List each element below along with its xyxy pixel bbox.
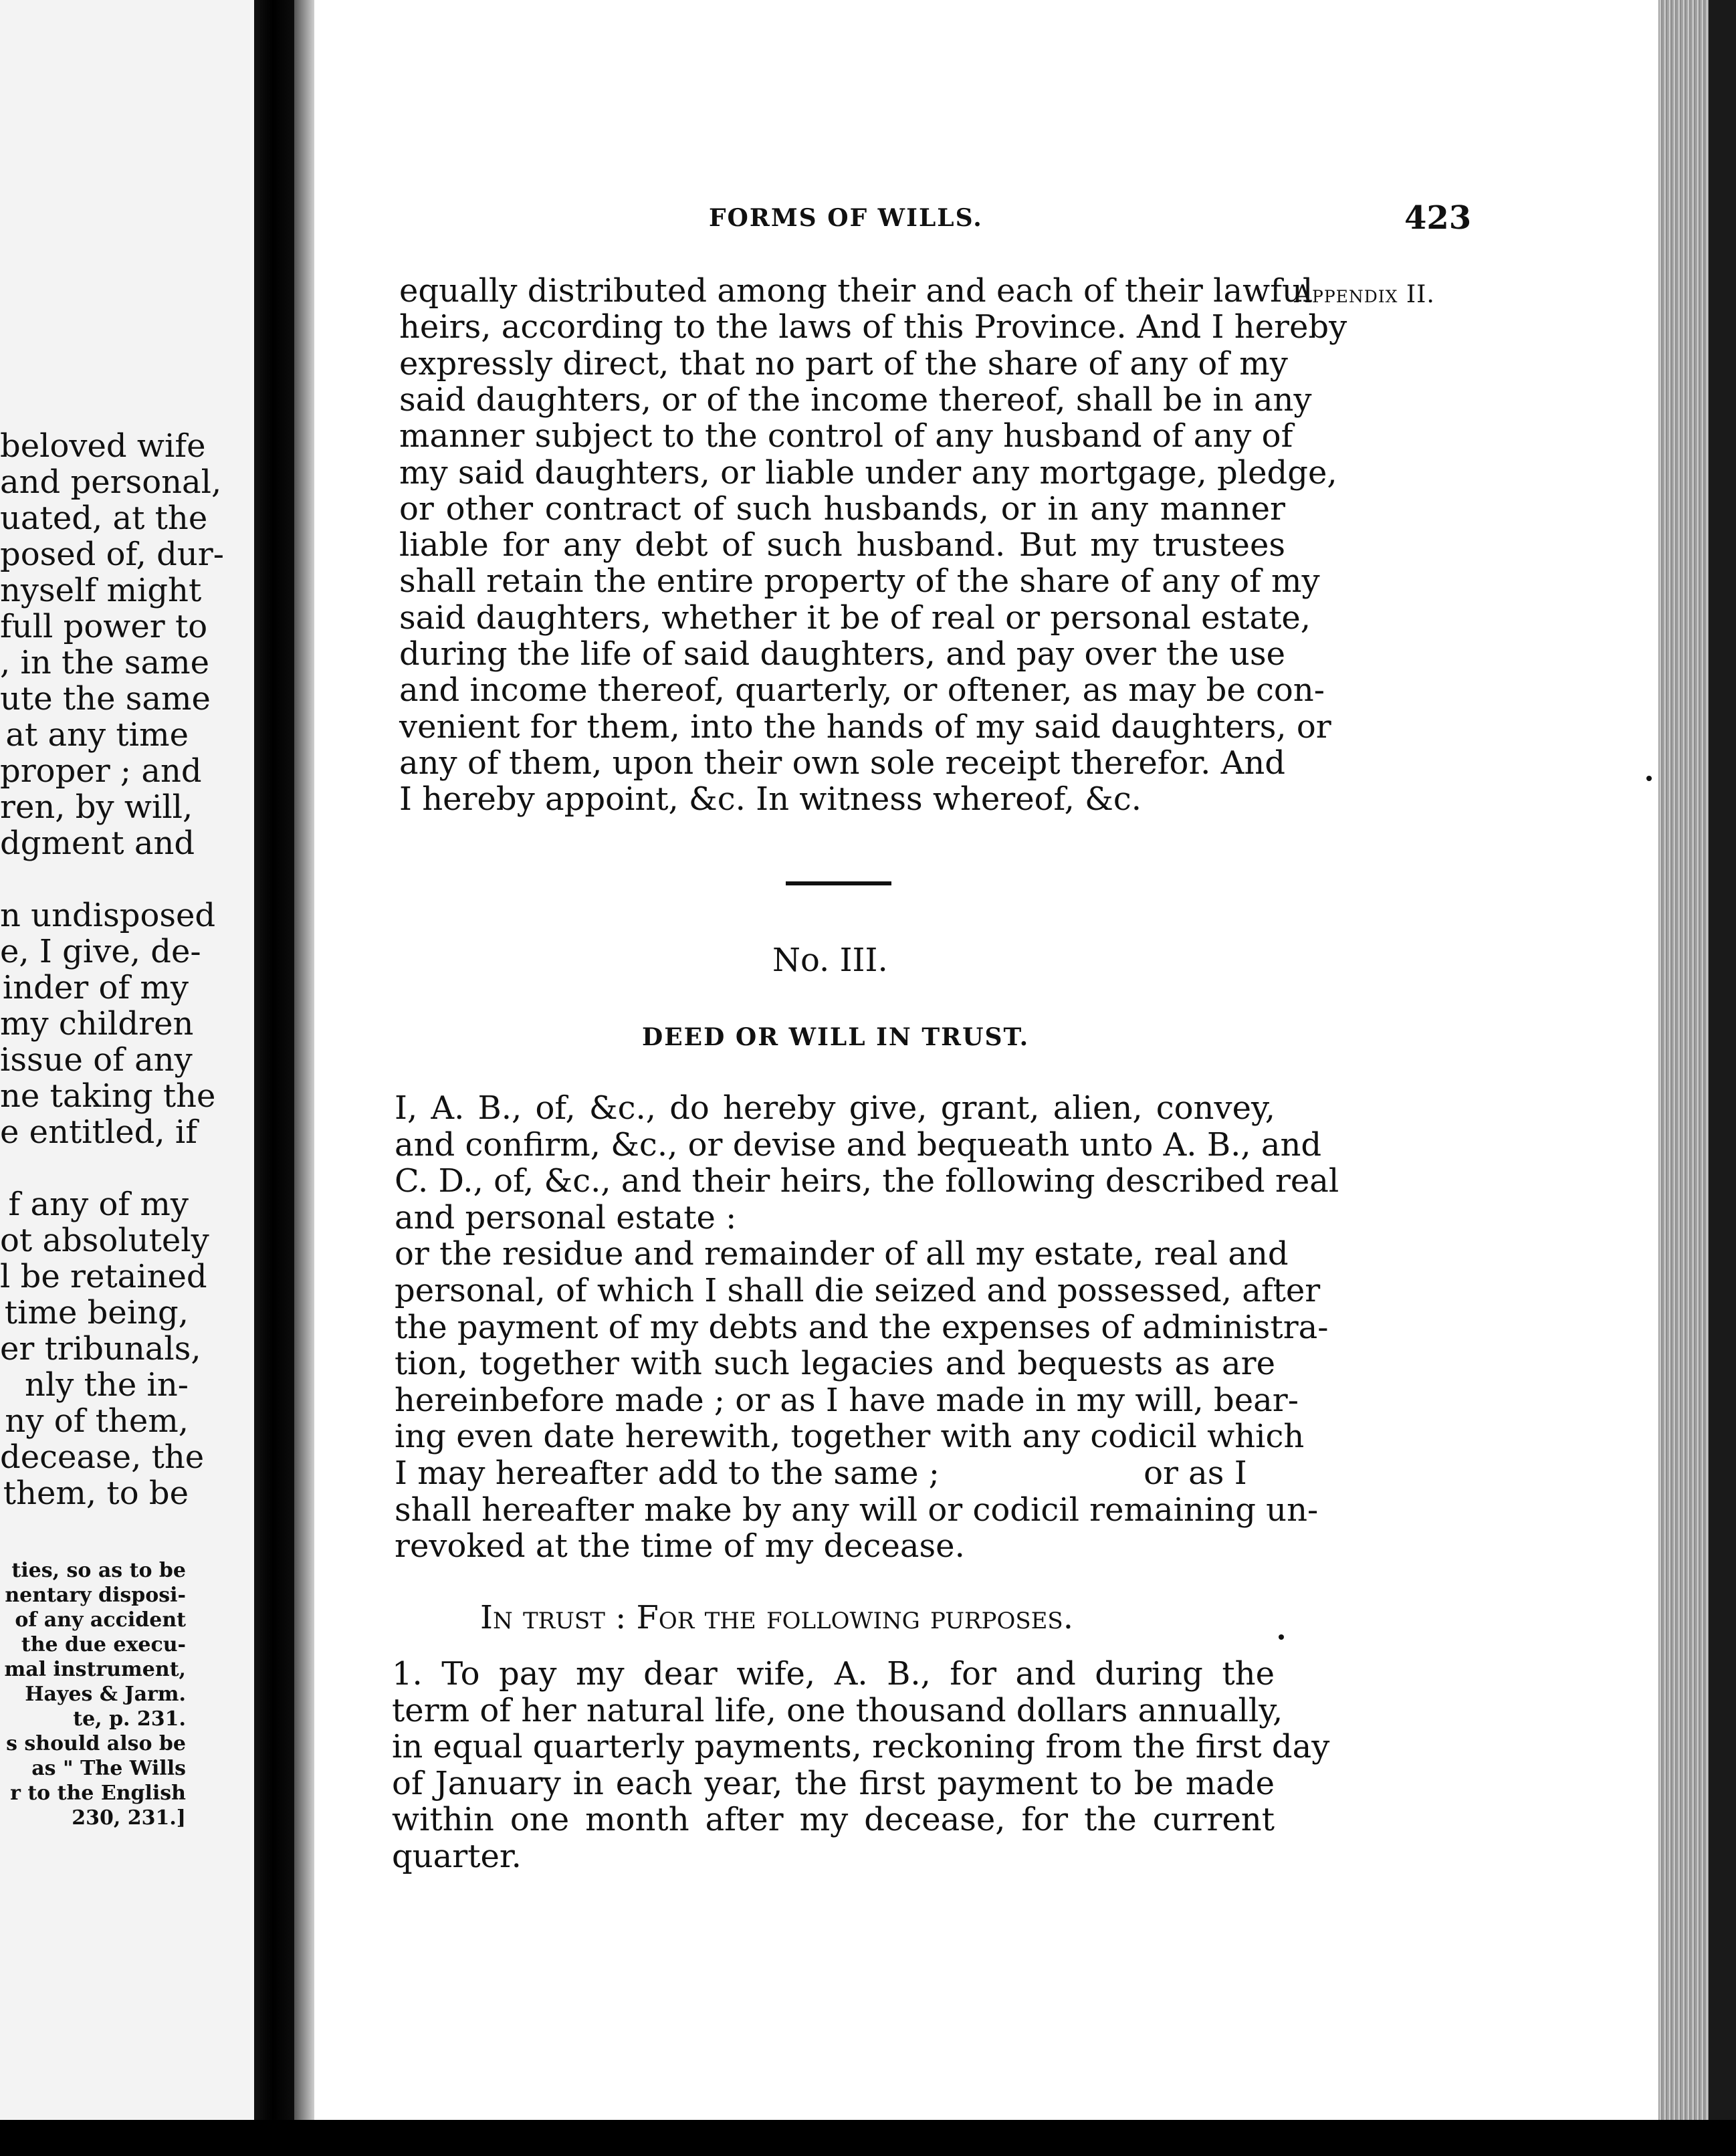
left-page-line: er tribunals, bbox=[0, 1330, 201, 1368]
left-page-footnote-line: s should also be bbox=[6, 1732, 186, 1755]
text-line: or other contract of such husbands, or in any manner bbox=[399, 490, 1285, 528]
left-page-line: ne taking the bbox=[0, 1077, 216, 1115]
speck-mark bbox=[1279, 1634, 1284, 1640]
left-page-line: time being, bbox=[4, 1294, 189, 1331]
text-line: said daughters, or of the income thereof, shall be in any bbox=[399, 381, 1312, 419]
left-page-line: issue of any bbox=[0, 1041, 193, 1079]
in-trust-heading bbox=[480, 1600, 1149, 1636]
left-page-line: decease, the bbox=[0, 1438, 205, 1476]
text-line: or the residue and remainder of all my estate, real and bbox=[395, 1235, 1289, 1273]
left-page-footnote-line: Hayes & Jarm. bbox=[25, 1683, 186, 1706]
text-line: personal, of which I shall die seized and possessed, after bbox=[395, 1272, 1321, 1309]
text-line: shall retain the entire property of the share of any of my bbox=[399, 562, 1320, 601]
left-page-line: full power to bbox=[0, 608, 208, 645]
text-line: expressly direct, that no part of the share of any of my bbox=[399, 344, 1288, 383]
left-page-footnote-line: of any accident bbox=[15, 1608, 186, 1632]
left-page-line: inder of my bbox=[2, 969, 189, 1006]
text-line: C. D., of, &c., and their heirs, the following described real bbox=[395, 1162, 1339, 1200]
text-line: quarter. bbox=[392, 1837, 522, 1875]
text-line: 1. To pay my dear wife, A. B., for and during the bbox=[392, 1655, 1275, 1693]
margin-note-text: Appendix II. bbox=[1294, 281, 1435, 308]
text-line: term of her natural life, one thousand dollars annually, bbox=[392, 1691, 1283, 1729]
left-page-line: e, I give, de- bbox=[0, 933, 201, 970]
left-page-footnote-line: as " The Wills bbox=[31, 1757, 186, 1780]
text-line: and income thereof, quarterly, or oftener, as may be con- bbox=[399, 671, 1325, 710]
left-page-line: my children bbox=[0, 1005, 194, 1043]
text-line: the payment of my debts and the expenses of administra- bbox=[395, 1308, 1329, 1346]
book-cover-edge bbox=[1709, 0, 1736, 2156]
text-line: equally distributed among their and each of their lawful bbox=[399, 272, 1313, 310]
left-page-line: at any time bbox=[5, 716, 189, 754]
text-line: heirs, according to the laws of this Province. And I hereby bbox=[399, 308, 1347, 346]
text-line: my said daughters, or liable under any mortgage, pledge, bbox=[399, 453, 1337, 492]
left-page-line: ny of them, bbox=[5, 1402, 189, 1440]
text-line: hereinbefore made ; or as I have made in my will, bear- bbox=[395, 1381, 1299, 1419]
left-page-footnote-line: te, p. 231. bbox=[73, 1707, 186, 1731]
text-line: tion, together with such legacies and bequests as are bbox=[395, 1345, 1275, 1383]
text-line: of January in each year, the first payment to be made bbox=[392, 1764, 1275, 1802]
left-page-line: posed of, dur- bbox=[0, 536, 224, 573]
text-line: said daughters, whether it be of real or personal estate, bbox=[399, 599, 1311, 637]
text-line: revoked at the time of my decease. bbox=[395, 1527, 965, 1566]
left-page-line: ute the same bbox=[0, 680, 211, 718]
left-facing-page bbox=[0, 0, 267, 2156]
text-line: any of them, upon their own sole receipt therefor. And bbox=[399, 744, 1285, 782]
section-title: DEED OR WILL IN TRUST. bbox=[642, 1023, 1030, 1051]
left-page-footnote-line: 230, 231.] bbox=[72, 1806, 186, 1830]
text-line: liable for any debt of such husband. But my trustees bbox=[399, 526, 1285, 564]
text-line: during the life of said daughters, and pay over the use bbox=[399, 635, 1285, 673]
left-page-line: l be retained bbox=[0, 1258, 207, 1295]
section-number: No. III. bbox=[772, 942, 888, 979]
left-page-line: them, to be bbox=[3, 1475, 189, 1512]
left-page-line: , in the same bbox=[0, 644, 210, 681]
section-divider-rule bbox=[786, 881, 891, 885]
left-page-line: f any of my bbox=[8, 1186, 189, 1223]
left-page-line: e entitled, if bbox=[0, 1113, 198, 1151]
page-gutter bbox=[294, 0, 314, 2156]
left-page-line: and personal, bbox=[0, 463, 222, 501]
in-trust-text: In trust : For the following purposes. bbox=[480, 1599, 1073, 1636]
left-page-line: n undisposed bbox=[0, 897, 216, 934]
page-number: 423 bbox=[1404, 199, 1472, 237]
text-line: I, A. B., of, &c., do hereby give, grant, alien, convey, bbox=[395, 1089, 1275, 1127]
left-page-footnote-line: ties, so as to be bbox=[11, 1559, 186, 1582]
left-page-line: nly the in- bbox=[25, 1366, 189, 1404]
left-page-line: ot absolutely bbox=[0, 1222, 209, 1259]
left-page-line: nyself might bbox=[0, 572, 202, 609]
left-page-line: dgment and bbox=[0, 825, 195, 862]
margin-note bbox=[1294, 281, 1435, 308]
left-page-line: beloved wife bbox=[0, 427, 206, 465]
text-line: manner subject to the control of any husband of any of bbox=[399, 417, 1293, 455]
text-line: I hereby appoint, &c. In witness whereof, &c. bbox=[399, 780, 1142, 819]
running-head: FORMS OF WILLS. bbox=[709, 204, 983, 232]
text-line: in equal quarterly payments, reckoning from the first day bbox=[392, 1728, 1330, 1765]
text-line: shall hereafter make by any will or codicil remaining un- bbox=[395, 1491, 1319, 1529]
text-line: and confirm, &c., or devise and bequeath unto A. B., and bbox=[395, 1125, 1322, 1164]
left-page-footnote-line: r to the English bbox=[10, 1782, 186, 1805]
left-page-line: proper ; and bbox=[0, 752, 202, 790]
left-page-footnote-line: the due execu- bbox=[21, 1633, 186, 1656]
left-page-line: ren, by will, bbox=[0, 788, 193, 826]
text-line: I may hereafter add to the same ; or as I bbox=[395, 1454, 1247, 1492]
speck-mark bbox=[1646, 776, 1652, 781]
text-line: venient for them, into the hands of my said daughters, or bbox=[399, 708, 1331, 746]
left-page-line: uated, at the bbox=[0, 500, 208, 537]
text-line: ing even date herewith, together with any codicil which bbox=[395, 1418, 1305, 1456]
text-line: and personal estate : bbox=[395, 1198, 737, 1236]
left-page-footnote-line: mal instrument, bbox=[4, 1658, 186, 1681]
scan-bottom-border bbox=[0, 2120, 1736, 2156]
left-page-footnote-line: nentary disposi- bbox=[5, 1584, 186, 1607]
text-line: within one month after my decease, for the current bbox=[392, 1801, 1275, 1838]
